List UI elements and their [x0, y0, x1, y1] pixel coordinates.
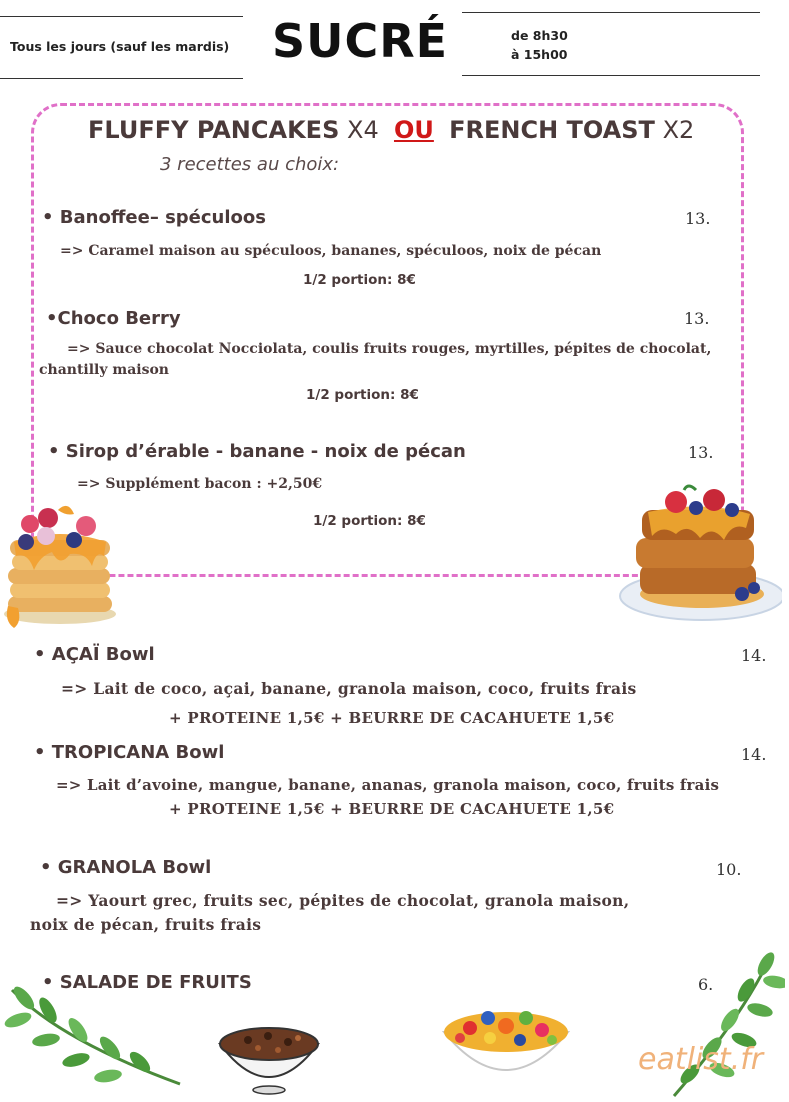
menu-item-price: 13.: [684, 309, 710, 328]
menu-item-description: => Caramel maison au spéculoos, bananes, spéculoos, noix de pécan: [60, 243, 602, 259]
menu-item-price: 13.: [685, 209, 711, 228]
menu-item-name: • AÇAÏ Bowl: [34, 644, 155, 665]
menu-item-description: => Sauce chocolat Nocciolata, coulis fruits rouges, myrtilles, pépites de chocolat,: [67, 341, 712, 357]
hours-from: de 8h30: [511, 28, 568, 43]
headline-pancakes-qty: X4: [347, 116, 379, 144]
menu-item-price: 14.: [741, 646, 767, 665]
menu-item-name: • Banoffee– spéculoos: [42, 207, 266, 228]
pancakes-subtitle: 3 recettes au choix:: [160, 154, 340, 175]
menu-item-description-cont: chantilly maison: [39, 362, 169, 378]
french-toast-illustration: [612, 484, 782, 634]
header-rule-left-bottom: [0, 78, 243, 79]
menu-item-name: • GRANOLA Bowl: [40, 857, 212, 878]
page-title: SUCRÉ: [272, 14, 449, 68]
menu-item-name: •Choco Berry: [46, 308, 181, 329]
menu-item-name: • TROPICANA Bowl: [34, 742, 225, 763]
menu-item-description: => Lait de coco, açai, banane, granola maison, coco, fruits frais: [61, 679, 637, 698]
menu-item-description: => Yaourt grec, fruits sec, pépites de chocolat, granola maison,: [56, 891, 630, 910]
menu-item-price: 6.: [698, 975, 714, 994]
header-rule-left-top: [0, 16, 243, 17]
fruit-salad-bowl-illustration: [440, 996, 572, 1088]
headline-pancakes: FLUFFY PANCAKES: [88, 116, 340, 144]
pancakes-headline: [88, 116, 694, 144]
half-portion-price: 1/2 portion: 8€: [313, 513, 426, 529]
half-portion-price: 1/2 portion: 8€: [303, 272, 416, 288]
granola-bowl-illustration: [214, 1010, 324, 1100]
opening-hours: [511, 26, 568, 64]
opening-days: Tous les jours (sauf les mardis): [10, 39, 230, 54]
header-rule-right-bottom: [462, 75, 760, 76]
menu-item-description: => Lait d’avoine, mangue, banane, ananas, granola maison, coco, fruits frais: [56, 776, 720, 794]
leaf-branch-left-illustration: [0, 980, 190, 1102]
hours-to: à 15h00: [511, 47, 568, 62]
menu-item-price: 14.: [741, 745, 767, 764]
headline-french-toast-qty: X2: [662, 116, 695, 144]
menu-item-description: => Supplément bacon : +2,50€: [77, 476, 323, 492]
pancake-stack-illustration: [0, 496, 120, 636]
header-rule-right-top: [462, 12, 760, 13]
menu-item-name: • SALADE DE FRUITS: [42, 972, 252, 993]
headline-or: OU: [393, 116, 434, 144]
menu-item-description-cont: noix de pécan, fruits frais: [30, 915, 262, 934]
headline-french-toast: FRENCH TOAST: [449, 116, 655, 144]
menu-item-price: 13.: [688, 443, 714, 462]
watermark: eatlist.fr: [638, 1042, 764, 1077]
menu-item-name: • Sirop d’érable - banane - noix de pécan: [48, 441, 466, 462]
half-portion-price: 1/2 portion: 8€: [306, 387, 419, 403]
menu-item-price: 10.: [716, 860, 742, 879]
menu-item-extras: + PROTEINE 1,5€ + BEURRE DE CACAHUETE 1,5€: [169, 800, 615, 818]
menu-item-extras: + PROTEINE 1,5€ + BEURRE DE CACAHUETE 1,5€: [169, 709, 615, 727]
leaf-branch-right-illustration: [660, 950, 785, 1100]
